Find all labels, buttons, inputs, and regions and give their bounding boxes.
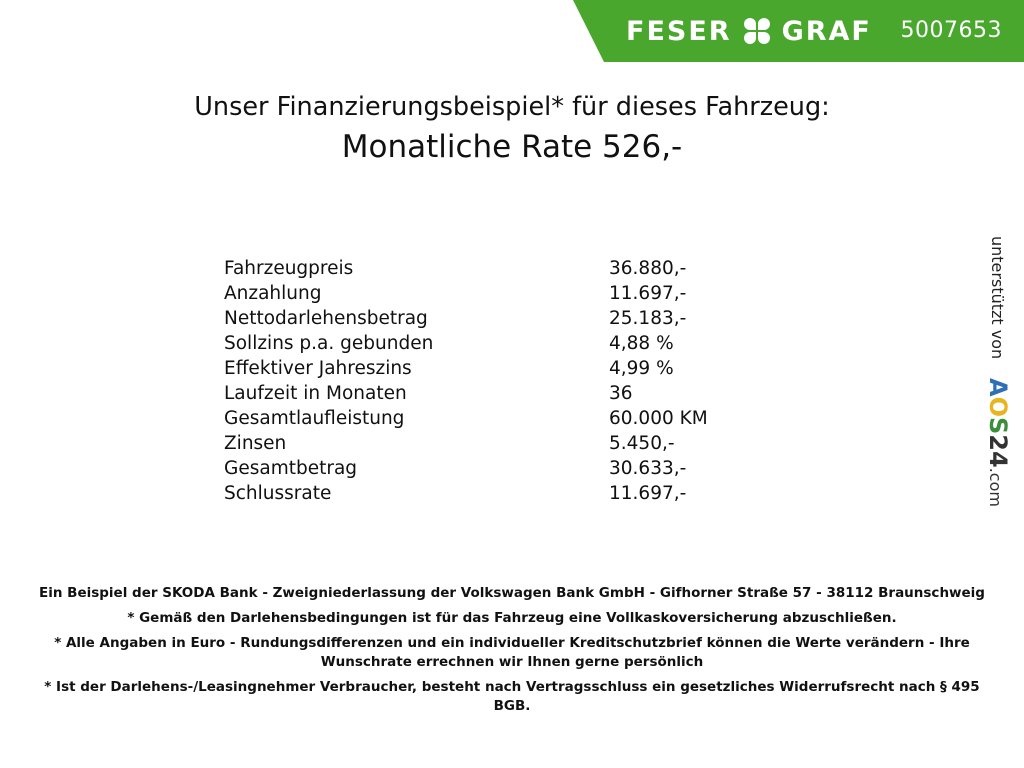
row-label: Schlussrate (224, 483, 332, 504)
brand-logo (626, 16, 872, 47)
clover-icon (744, 18, 770, 44)
table-row (224, 356, 784, 381)
page-title: Unser Finanzierungsbeispiel* für dieses Fahrzeug: (194, 92, 830, 122)
page-header (0, 0, 1024, 62)
monthly-rate-title: Monatliche Rate 526,- (341, 128, 683, 165)
row-label: Nettodarlehensbetrag (224, 308, 428, 329)
row-value: 5.450,- (609, 433, 675, 454)
reference-number: 5007653 (900, 18, 1002, 43)
brand-name-left: FESER (626, 15, 732, 47)
aos24-logo-24: 24 (984, 434, 1012, 468)
legal-footer (0, 584, 1024, 717)
row-value: 11.697,- (609, 283, 687, 304)
row-value: 30.633,- (609, 458, 687, 479)
row-label: Zinsen (224, 433, 287, 454)
aos24-logo-o: O (984, 396, 1012, 417)
table-row (224, 281, 784, 306)
row-value: 36 (609, 383, 633, 404)
legal-line-2: * Gemäß den Darlehensbedingungen ist für das Fahrzeug eine Vollkaskoversicherung abzuschließen. (127, 610, 897, 626)
aos24-logo (984, 378, 1012, 507)
partner-side-note (982, 236, 1020, 536)
row-label: Fahrzeugpreis (224, 258, 354, 279)
table-row (224, 431, 784, 456)
table-row (224, 481, 784, 506)
row-label: Gesamtbetrag (224, 458, 358, 479)
legal-line-3: * Alle Angaben in Euro - Rundungsdifferenzen und ein individueller Kreditschutzbrief können die Werte verändern - Ihre Wunschrate errechnen wir Ihnen gerne persönlich (54, 635, 970, 670)
finance-table (224, 256, 784, 506)
brand-bar (604, 0, 1024, 62)
row-label: Anzahlung (224, 283, 322, 304)
aos24-logo-domain: .com (986, 467, 1005, 507)
brand-name-right: GRAF (781, 15, 872, 47)
table-row (224, 306, 784, 331)
row-value: 60.000 KM (609, 408, 708, 429)
row-value: 25.183,- (609, 308, 687, 329)
row-value: 36.880,- (609, 258, 687, 279)
row-label: Gesamtlaufleistung (224, 408, 405, 429)
title-block (0, 92, 1024, 166)
row-value: 11.697,- (609, 483, 687, 504)
row-label: Effektiver Jahreszins (224, 358, 412, 379)
legal-line-4: * Ist der Darlehens-/Leasingnehmer Verbraucher, besteht nach Vertragsschluss ein gesetzliches Widerrufsrecht nach § 495 BGB. (44, 679, 980, 714)
table-row (224, 381, 784, 406)
supported-by-label: unterstützt von (988, 236, 1007, 360)
aos24-logo-s: S (984, 416, 1012, 435)
row-value: 4,88 % (609, 333, 674, 354)
row-label: Laufzeit in Monaten (224, 383, 407, 404)
legal-line-1: Ein Beispiel der SKODA Bank - Zweigniederlassung der Volkswagen Bank GmbH - Gifhorner Straße 57 - 38112 Braunschweig (39, 585, 985, 601)
row-label: Sollzins p.a. gebunden (224, 333, 434, 354)
table-row (224, 456, 784, 481)
table-row (224, 256, 784, 281)
table-row (224, 406, 784, 431)
aos24-logo-a: A (984, 378, 1012, 397)
table-row (224, 331, 784, 356)
row-value: 4,99 % (609, 358, 674, 379)
